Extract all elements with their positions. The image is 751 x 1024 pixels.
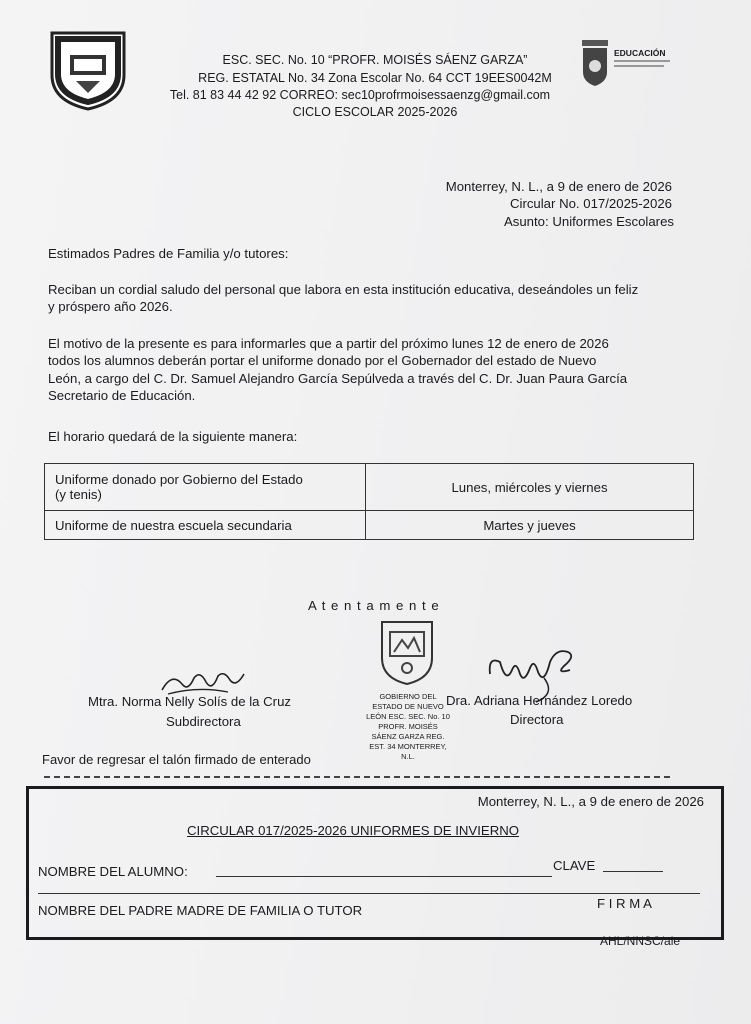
table-row xyxy=(45,464,694,511)
uniform-note: (y tenis) xyxy=(55,487,102,502)
slip-place-date: Monterrey, N. L., a 9 de enero de 2026 xyxy=(477,794,704,809)
education-label: EDUCACIÓN xyxy=(614,48,666,58)
school-cycle: CICLO ESCOLAR 2025-2026 xyxy=(292,105,458,119)
subdirector-name: Mtra. Norma Nelly Solís de la Cruz xyxy=(88,694,291,709)
subdirector-title: Subdirectora xyxy=(166,714,241,729)
seal-caption: GOBIERNO DEL ESTADO DE NUEVO LEÓN ESC. SEC. No. 10 PROFR. MOISÉS SÁENZ GARZA REG. EST. 34 MONTERREY, N.L. xyxy=(366,692,450,761)
clave-line xyxy=(603,871,663,872)
paragraph-1-line: y próspero año 2026. xyxy=(48,299,173,314)
nl-shield-icon xyxy=(580,38,610,88)
school-logo xyxy=(46,27,130,111)
greeting: Estimados Padres de Familia y/o tutores: xyxy=(48,246,289,261)
closing: A t e n t a m e n t e xyxy=(308,598,440,613)
contact-line: Tel. 81 83 44 42 92 CORREO: sec10profrmoisessaenzg@gmail.com xyxy=(169,88,551,102)
logo-line xyxy=(614,60,670,62)
schedule-intro: El horario quedará de la siguiente manera: xyxy=(48,429,298,444)
return-note: Favor de regresar el talón firmado de enterado xyxy=(42,752,311,767)
table-row xyxy=(45,511,694,540)
paragraph-2-line: Secretario de Educación. xyxy=(48,388,196,403)
paragraph-2-line: El motivo de la presente es para informarles que a partir del próximo lunes 12 de enero de 2026 xyxy=(48,336,609,351)
student-name-label: NOMBRE DEL ALUMNO: xyxy=(38,864,188,879)
days-cell: Lunes, miércoles y viernes xyxy=(366,464,694,511)
days-cell: Martes y jueves xyxy=(366,511,694,540)
paragraph-1-line: Reciban un cordial saludo del personal que labora en esta institución educativa, deseándoles un feliz xyxy=(48,282,639,297)
director-name: Dra. Adriana Hernández Loredo xyxy=(446,693,633,708)
uniform-cell xyxy=(45,464,366,511)
place-date: Monterrey, N. L., a 9 de enero de 2026 xyxy=(445,179,672,194)
director-title: Directora xyxy=(510,712,564,727)
subject-line: Asunto: Uniformes Escolares xyxy=(503,214,674,229)
parent-label: NOMBRE DEL PADRE MADRE DE FAMILIA O TUTOR xyxy=(38,903,363,918)
clave-label: CLAVE xyxy=(553,858,596,873)
cut-line xyxy=(44,776,670,778)
student-name-line xyxy=(216,876,552,877)
signature-label: F I R M A xyxy=(597,896,652,911)
slip-title: CIRCULAR 017/2025-2026 UNIFORMES DE INVIERNO xyxy=(187,823,519,838)
state-seal xyxy=(376,618,438,686)
registration-line: REG. ESTATAL No. 34 Zona Escolar No. 64 CCT 19EES0042M xyxy=(198,71,552,85)
uniform-name: Uniforme donado por Gobierno del Estado xyxy=(55,472,303,487)
schedule-table xyxy=(44,463,694,540)
uniform-cell: Uniforme de nuestra escuela secundaria xyxy=(45,511,366,540)
paragraph-2-line: León, a cargo del C. Dr. Samuel Alejandro García Sepúlveda a través del C. Dr. Juan Paura García xyxy=(48,371,628,386)
circular-number: Circular No. 017/2025-2026 xyxy=(509,196,672,211)
paragraph-2-line: todos los alumnos deberán portar el uniforme donado por el Gobernador del estado de Nuevo xyxy=(48,353,597,368)
logo-line xyxy=(614,65,664,67)
parent-name-line xyxy=(38,893,700,894)
school-name: ESC. SEC. No. 10 “PROFR. MOISÉS SÁENZ GARZA” xyxy=(222,53,528,67)
reference-initials: AHL/NNSC/ale xyxy=(600,934,681,948)
